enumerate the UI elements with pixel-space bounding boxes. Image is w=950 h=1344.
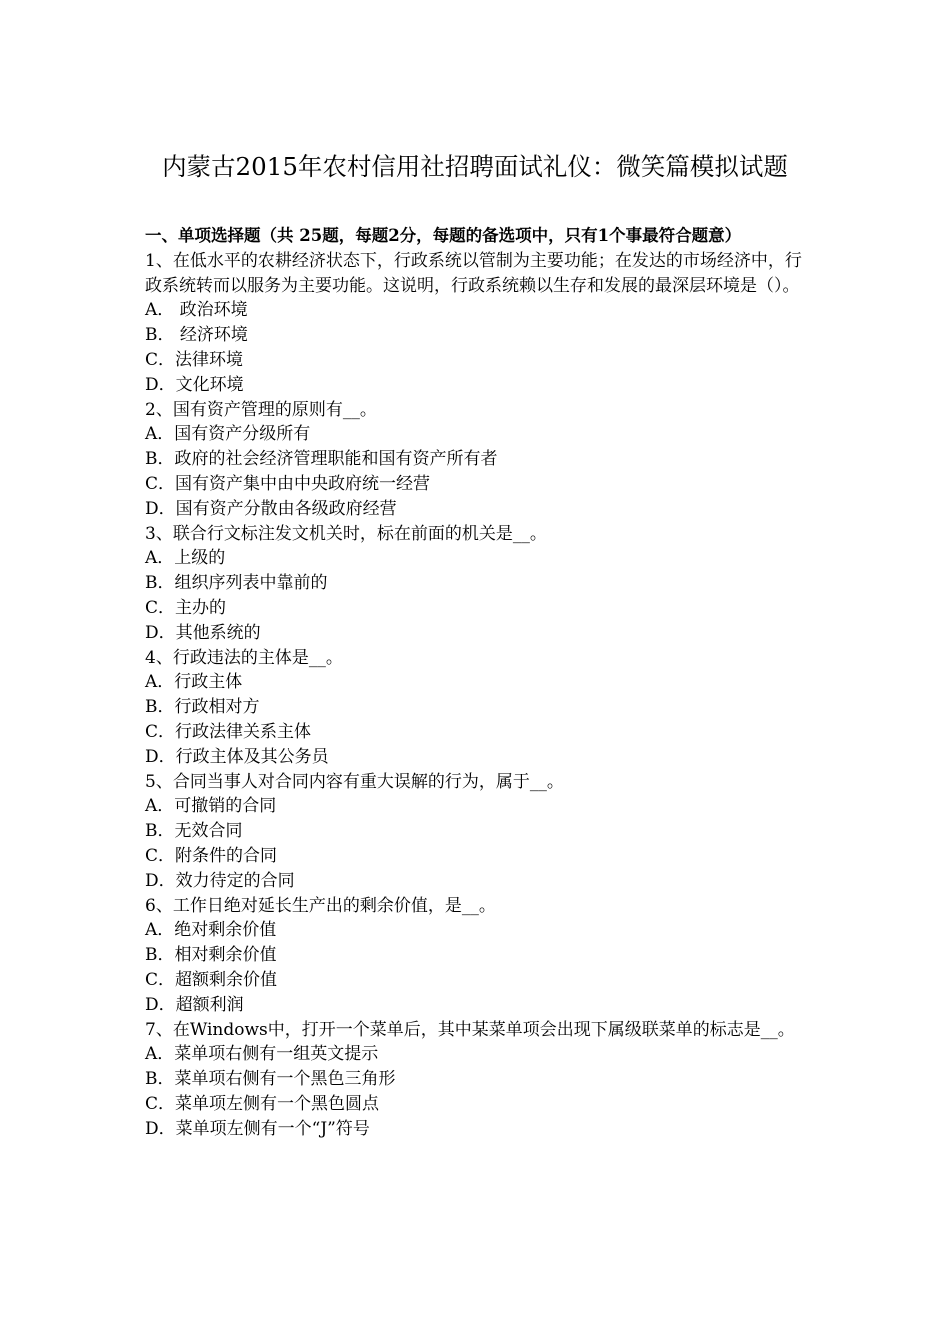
question-stem: 2、国有资产管理的原则有__。 — [145, 399, 377, 420]
answer-option: A．国有资产分级所有 — [145, 424, 311, 445]
answer-option: C．主办的 — [145, 597, 227, 618]
answer-option: D．超额利润 — [145, 994, 244, 1015]
section-heading: 一、单项选择题（共 25题，每题2分，每题的备选项中，只有1个事最符合题意） — [145, 226, 742, 245]
question-stem: 6、工作日绝对延长生产出的剩余价值，是__。 — [145, 895, 496, 916]
answer-option: A．菜单项右侧有一组英文提示 — [145, 1044, 379, 1065]
answer-option: A． 政治环境 — [145, 300, 248, 321]
answer-option: B．政府的社会经济管理职能和国有资产所有者 — [145, 449, 498, 470]
answer-option: C．法律环境 — [145, 349, 244, 370]
answer-option: A．行政主体 — [145, 672, 243, 693]
answer-option: D．菜单项左侧有一个“J”符号 — [145, 1118, 370, 1139]
document-body — [145, 224, 810, 1141]
question-stem: 1、在低水平的农耕经济状态下，行政系统以管制为主要功能；在发达的市场经济中，行政系统转而以服务为主要功能。这说明，行政系统赖以生存和发展的最深层环境是（）。 — [145, 250, 802, 296]
document-title: 内蒙古2015年农村信用社招聘面试礼仪：微笑篇模拟试题 — [162, 152, 788, 181]
question-stem: 7、在Windows中，打开一个菜单后，其中某菜单项会出现下属级联菜单的标志是__。 — [145, 1019, 795, 1040]
answer-option: B．无效合同 — [145, 821, 243, 842]
answer-option: C．菜单项左侧有一个黑色圆点 — [145, 1093, 380, 1114]
answer-option: B． 经济环境 — [145, 325, 248, 346]
answer-option: D．国有资产分散由各级政府经营 — [145, 498, 397, 519]
answer-option: C．超额剩余价值 — [145, 969, 278, 990]
answer-option: B．组织序列表中靠前的 — [145, 573, 328, 594]
question-stem: 4、行政违法的主体是__。 — [145, 647, 343, 668]
answer-option: A．上级的 — [145, 548, 226, 569]
answer-option: C．附条件的合同 — [145, 845, 278, 866]
question-stem: 3、联合行文标注发文机关时，标在前面的机关是__。 — [145, 523, 547, 544]
answer-option: A．绝对剩余价值 — [145, 920, 277, 941]
answer-option: B．菜单项右侧有一个黑色三角形 — [145, 1069, 396, 1090]
answer-option: D．行政主体及其公务员 — [145, 746, 329, 767]
answer-option: A．可撤销的合同 — [145, 796, 277, 817]
question-stem: 5、合同当事人对合同内容有重大误解的行为，属于__。 — [145, 771, 564, 792]
answer-option: D．其他系统的 — [145, 622, 261, 643]
answer-option: D．效力待定的合同 — [145, 870, 295, 891]
answer-option: D．文化环境 — [145, 374, 244, 395]
answer-option: C．行政法律关系主体 — [145, 721, 312, 742]
answer-option: B．相对剩余价值 — [145, 945, 277, 966]
answer-option: B．行政相对方 — [145, 697, 260, 718]
answer-option: C．国有资产集中由中央政府统一经营 — [145, 473, 431, 494]
